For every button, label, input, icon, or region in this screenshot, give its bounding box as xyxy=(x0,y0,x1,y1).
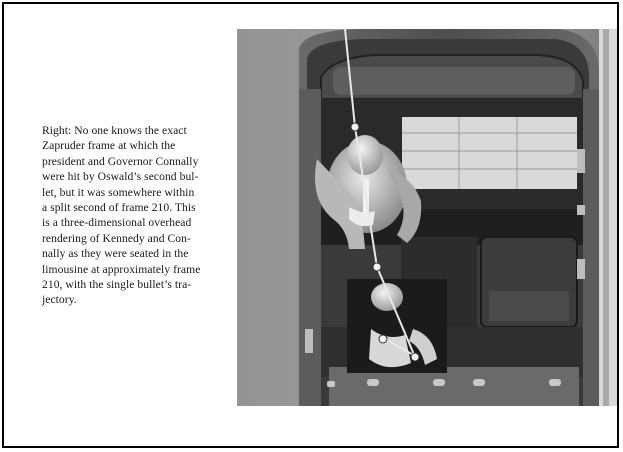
trajectory-point xyxy=(351,123,359,131)
caption-line: 210, with the single bullet’s tra- xyxy=(42,278,192,292)
caption-line: Right: No one knows the exact xyxy=(42,124,187,137)
caption-line: jectory. xyxy=(42,293,77,307)
caption-line: were hit by Oswald’s second bul- xyxy=(42,170,199,184)
caption-line: let, but it was somewhere within xyxy=(42,185,195,199)
caption-line: president and Governor Connally xyxy=(42,154,199,168)
figure-caption xyxy=(42,123,224,308)
caption-line: rendering of Kennedy and Con- xyxy=(42,231,191,245)
trajectory-point xyxy=(411,353,419,361)
caption-line: is a three-dimensional overhead xyxy=(42,216,192,230)
book-page xyxy=(2,2,619,448)
caption-line: Zapruder frame at which the xyxy=(42,139,176,153)
floor-panel xyxy=(402,117,577,189)
limousine-rendering xyxy=(237,29,619,406)
trajectory-point xyxy=(373,263,381,271)
caption-line: limousine at approximately frame xyxy=(42,262,201,276)
kennedy-figure xyxy=(347,279,447,373)
trajectory-point xyxy=(379,335,387,343)
caption-line: a split second of frame 210. This xyxy=(42,201,196,215)
caption-line: nally as they were seated in the xyxy=(42,247,189,261)
